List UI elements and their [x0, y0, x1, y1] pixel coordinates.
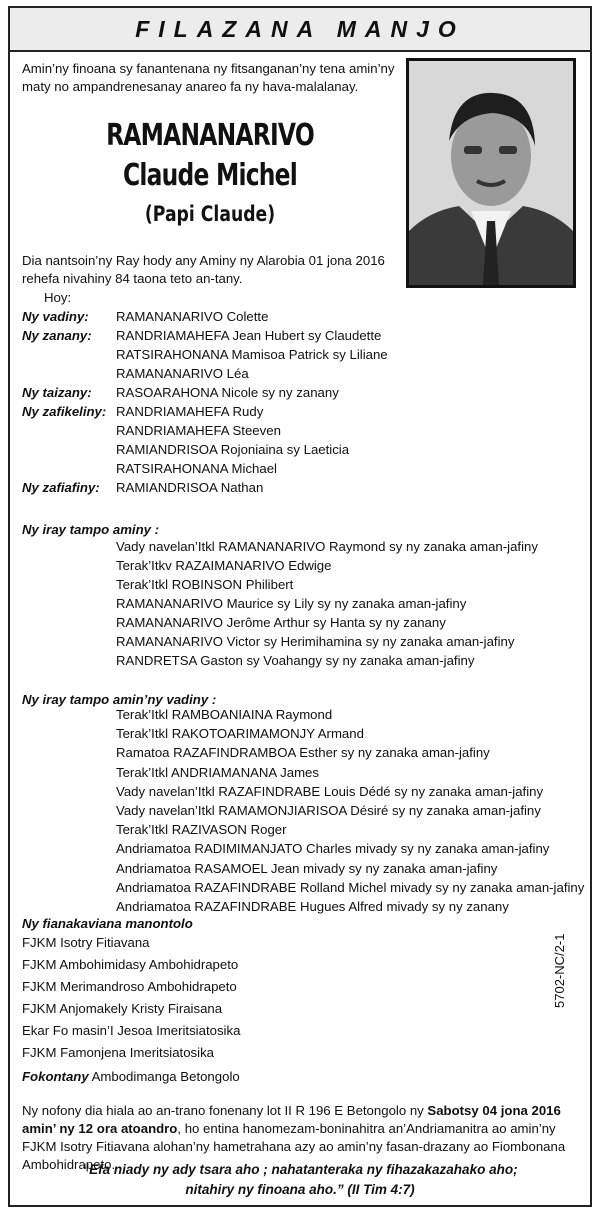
in-law-entry: Vady navelan’Itkl RAMAMONJIARISOA Désiré sy ny zanaka aman-jafiny [116, 803, 541, 818]
in-law-entry: Vady navelan’Itkl RAZAFINDRABE Louis Dédé sy ny zanaka aman-jafiny [116, 783, 544, 799]
in-law-entry: Terak’Itkl RAMBOANIAINA Raymond [116, 707, 333, 722]
family-member-name: RAMIANDRISOA Nathan [116, 480, 264, 495]
family-member-name: RATSIRAHONANA Michael [116, 461, 277, 476]
side-reference-code: 5702-NC/2-1 [552, 933, 567, 1008]
deceased-nickname: (Papi Claude) [144, 202, 276, 226]
family-member-name: RANDRIAMAHEFA Jean Hubert sy Claudette [116, 328, 382, 343]
congregation-entry: FJKM Anjomakely Kristy Firaisana [22, 1001, 223, 1016]
hoy-label: Hoy: [44, 290, 72, 305]
family-relation-label: Ny zafikeliny: [22, 404, 107, 419]
intro-text: Amin’ny finoana sy fanantenana ny fitsanganan’ny tena amin’ny maty no ampandrenesanay anareo fa ny hava-malalanay. [22, 61, 395, 94]
family-member-name: RAMIANDRISOA Rojoniaina sy Laeticia [116, 442, 350, 457]
tampo-aminy-label: Ny iray tampo aminy : [22, 522, 160, 537]
in-law-entry: Terak’Itkl ANDRIAMANANA James [116, 764, 319, 780]
family-member-name: RASOARAHONA Nicole sy ny zanany [116, 385, 339, 400]
bible-quote-line-2: nitahiry ny finoana aho.” (II Tim 4:7) [185, 1182, 415, 1197]
congregation-entry: FJKM Famonjena Imeritsiatosika [22, 1045, 215, 1060]
family-relation-label: Ny vadiny: [22, 309, 89, 324]
obituary-frame [8, 6, 592, 1207]
funeral-date-time: Sabotsy 04 jona 2016 amin’ ny 12 ora atoandro [22, 1103, 561, 1136]
tampo-vadiny-label: Ny iray tampo amin’ny vadiny : [22, 692, 217, 707]
sibling-entry: Vady navelan’Itkl RAMANANARIVO Raymond sy ny zanaka aman-jafiny [116, 539, 538, 554]
congregation-entry: Ekar Fo masin’I Jesoa Imeritsiatosika [22, 1023, 241, 1038]
congregation-entry: FJKM Isotry Fitiavana [22, 935, 150, 950]
death-notice: Dia nantsoin’ny Ray hody any Aminy ny Alarobia 01 jona 2016 rehefa nivahiny 84 taona teto an-tany. [22, 253, 385, 286]
sibling-entry: RAMANANARIVO Victor sy Herimihamina sy ny zanaka aman-jafiny [116, 634, 515, 649]
sibling-entry: RAMANANARIVO Jerôme Arthur sy Hanta sy ny zanany [116, 615, 446, 630]
deceased-given-names: Claude Michel [122, 158, 297, 193]
family-member-name: RANDRIAMAHEFA Rudy [116, 404, 264, 419]
sibling-entry: RANDRETSA Gaston sy Voahangy sy ny zanaka aman-jafiny [116, 653, 475, 668]
in-law-entry: Terak’Itkl RAZIVASON Roger [116, 822, 287, 838]
sibling-entry: Terak’Itkv RAZAIMANARIVO Edwige [116, 558, 332, 573]
funeral-text-1: Ny nofony dia hiala ao an-trano fonenany lot II R 196 E Betongolo ny [22, 1103, 428, 1118]
family-member-name: RANDRIAMAHEFA Steeven [116, 423, 281, 438]
family-relation-label: Ny taizany: [22, 385, 92, 400]
banner-title: FILAZANA MANJO [10, 8, 590, 52]
sibling-entry: Terak’Itkl ROBINSON Philibert [116, 577, 294, 592]
deceased-surname: RAMANANARIVO [106, 118, 314, 153]
fokontany-value: Ambodimanga Betongolo [88, 1069, 240, 1084]
in-law-entry: Terak’Itkl RAKOTOARIMAMONJY Armand [116, 726, 364, 742]
sibling-entry: RAMANANARIVO Maurice sy Lily sy ny zanaka aman-jafiny [116, 596, 467, 611]
fokontany-line [22, 1068, 240, 1086]
congregation-entry: FJKM Merimandroso Ambohidrapeto [22, 979, 237, 994]
in-law-entry: Andriamatoa RAZAFINDRABE Rolland Michel mivady sy ny zanaka aman-jafiny [116, 879, 585, 895]
congregation-entry: FJKM Ambohimidasy Ambohidrapeto [22, 957, 239, 972]
portrait-illustration [409, 61, 573, 285]
family-member-name: RATSIRAHONANA Mamisoa Patrick sy Liliane [116, 347, 388, 362]
family-member-name: RAMANANARIVO Léa [116, 366, 249, 381]
family-relation-label: Ny zanany: [22, 328, 92, 343]
family-member-name: RAMANANARIVO Colette [116, 309, 269, 324]
funeral-text-2: , ho entina hanomezam-boninahitra an’Andriamanitra ao amin’ny FJKM Isotry Fitiavana alohan’ny hametrahana azy ao amin’ny fasan-drazany ao Fiombonana Ambohidrapeto. [22, 1121, 566, 1172]
in-law-entry: Andriamatoa RAZAFINDRABE Hugues Alfred mivady sy ny zanany [116, 899, 509, 914]
portrait-photo [406, 58, 576, 288]
in-law-entry: Ramatoa RAZAFINDRAMBOA Esther sy ny zanaka aman-jafiny [116, 745, 490, 761]
in-law-entry: Andriamatoa RASAMOEL Jean mivady sy ny zanaka aman-jafiny [116, 860, 498, 876]
in-law-entry: Andriamatoa RADIMIMANJATO Charles mivady sy ny zanaka aman-jafiny [116, 841, 550, 857]
bible-quote-line-1: “Efa niady ny ady tsara aho ; nahatanteraka ny fihazakazahako aho; [82, 1162, 518, 1177]
fianakaviana-label: Ny fianakaviana manontolo [22, 916, 193, 931]
fokontany-label: Fokontany [22, 1069, 89, 1084]
family-relation-label: Ny zafiafiny: [22, 480, 100, 495]
